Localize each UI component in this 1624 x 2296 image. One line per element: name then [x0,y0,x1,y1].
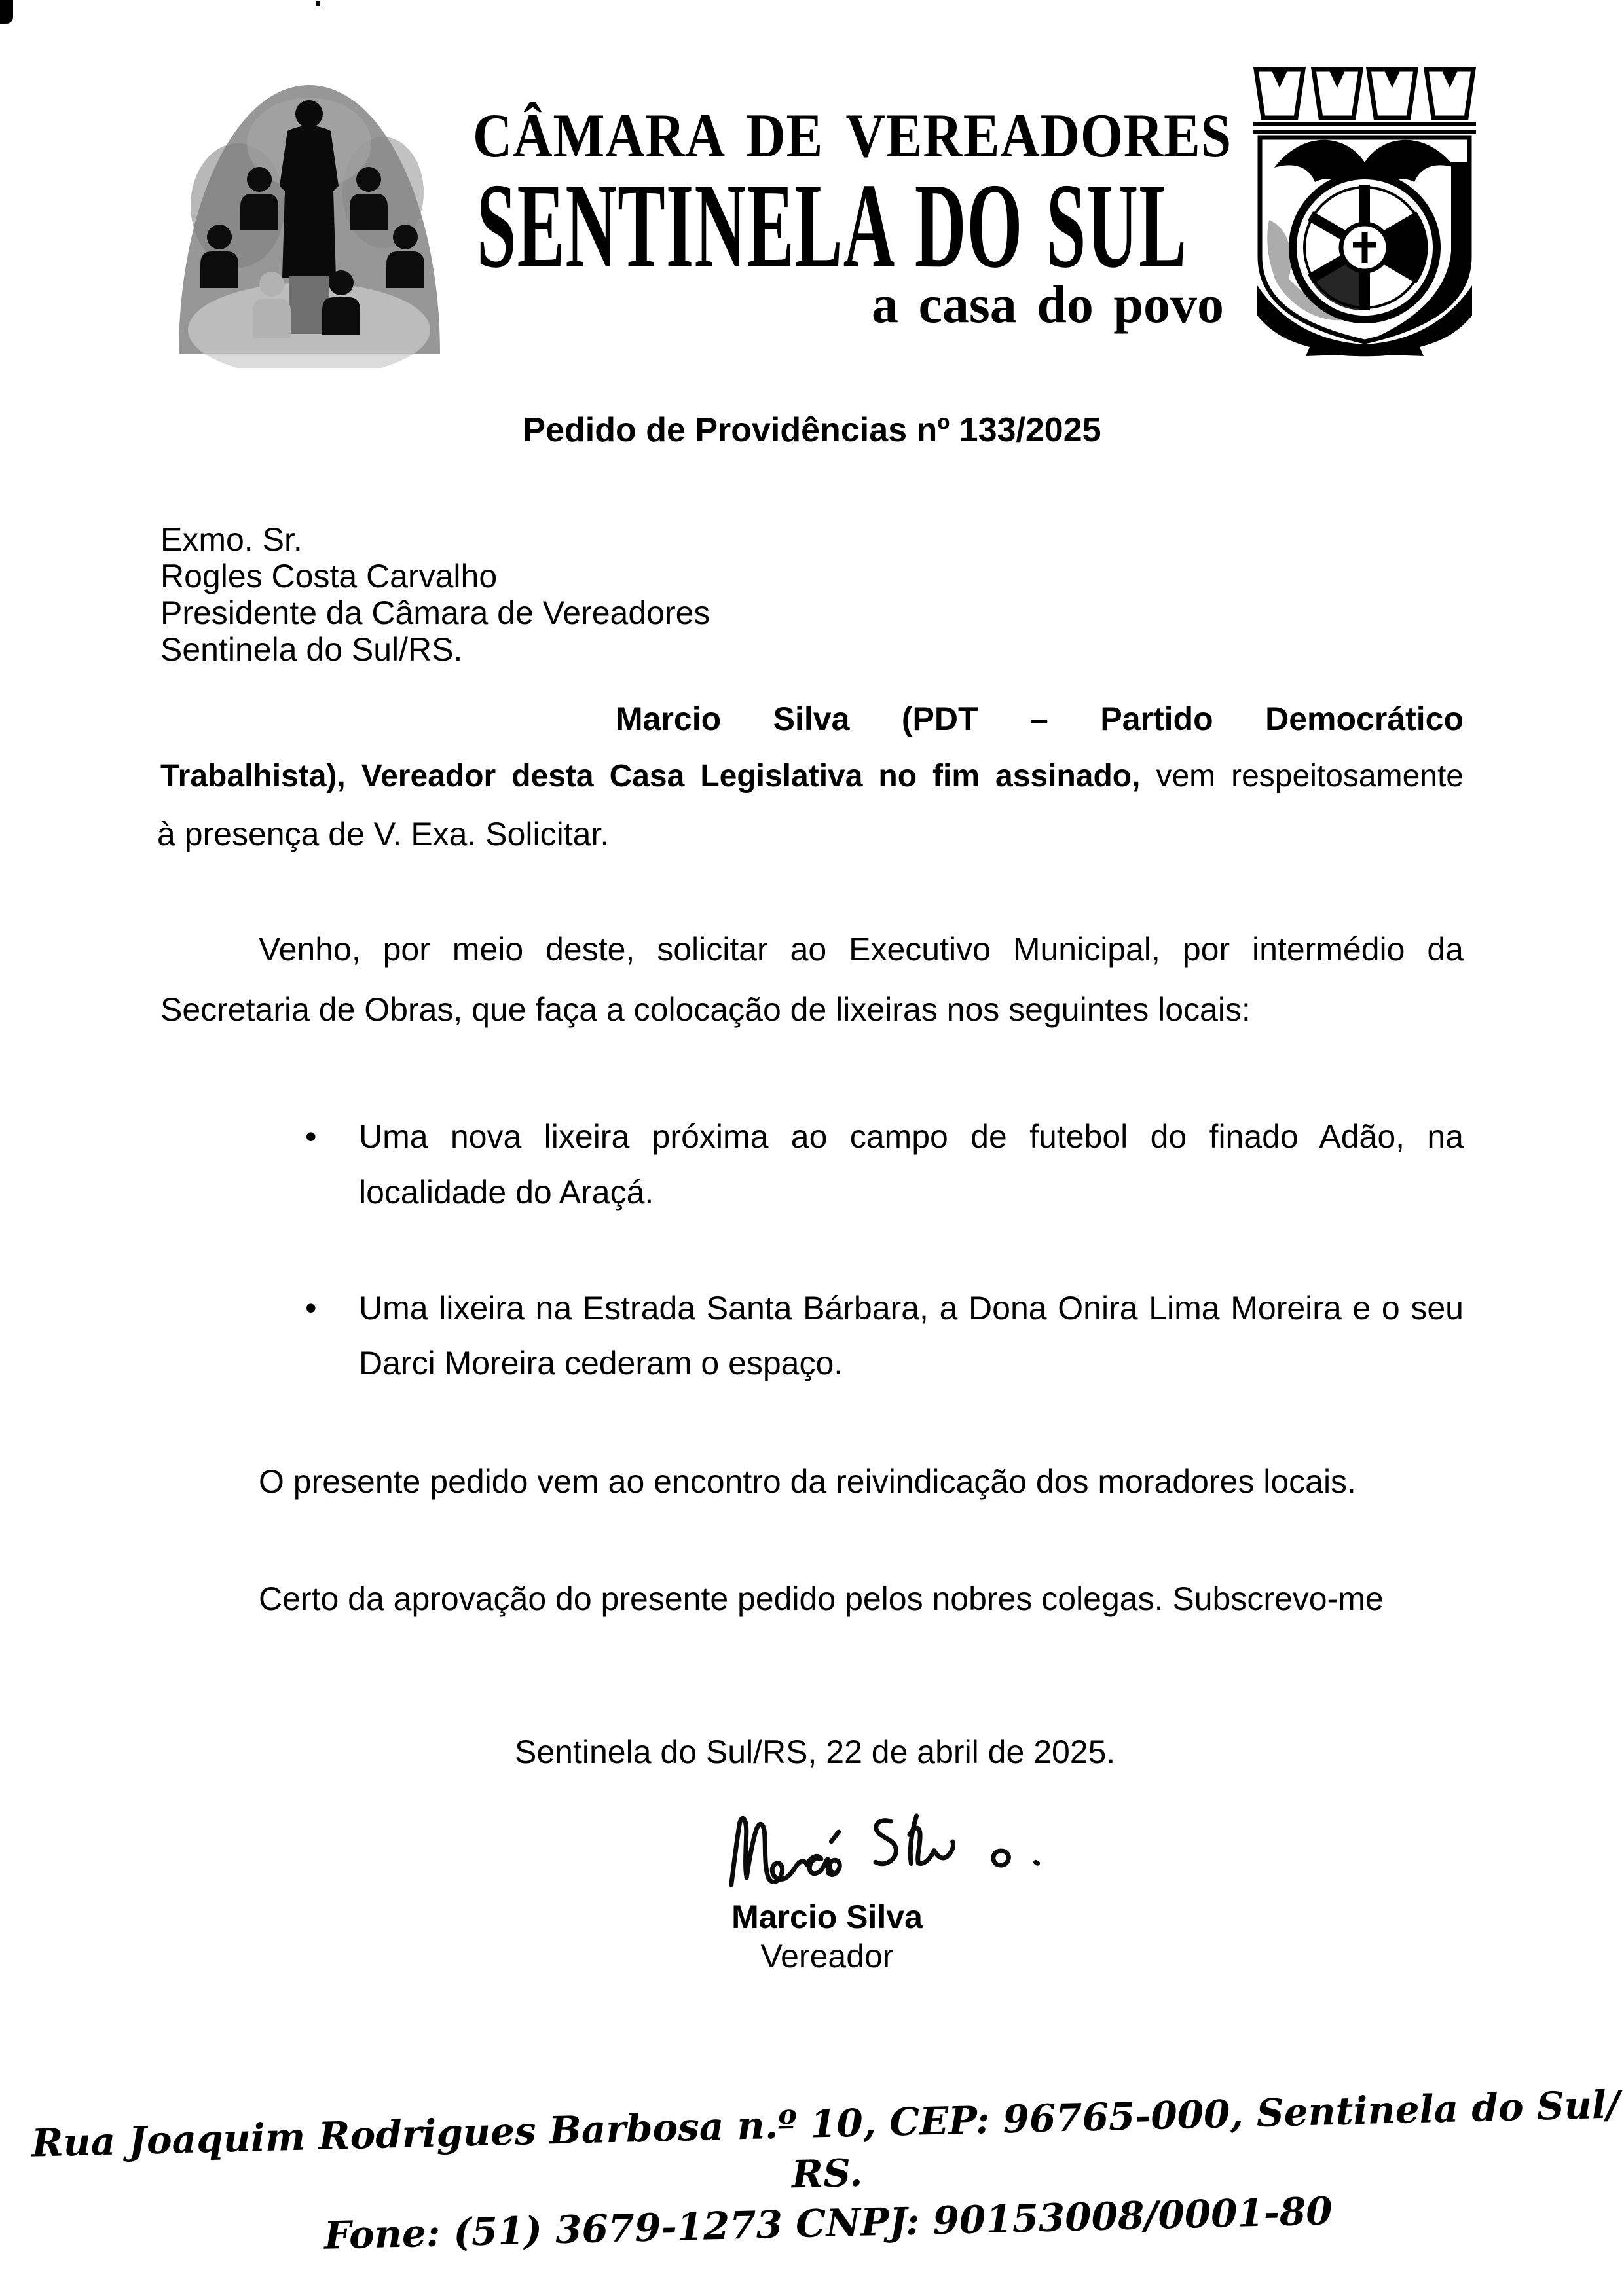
addressee-name: Rogles Costa Carvalho [160,558,498,594]
footer-phone-cnpj: Fone: (51) 3679-1273 CNPJ: 90153008/0001-80 [323,2189,1333,2258]
letterhead-org-name: CÂMARA DE VEREADORES [473,101,1232,170]
paragraph1-line2 [160,756,1464,798]
addressee-salutation: Exmo. Sr. [160,521,303,558]
paragraph4: Certo da aprovação do presente pedido pelos nobres colegas. Subscrevo-me [259,1580,1384,1617]
paragraph1-line2-regular: vem respeitosamente [1156,759,1464,793]
bullet1-line1: Uma nova lixeira próxima ao campo de futebol do finado Adão, na [359,1118,1464,1155]
letterhead-footer [14,2079,1624,2269]
paragraph1-line3: à presença de V. Exa. Solicitar. [157,816,610,852]
addressee-role: Presidente da Câmara de Vereadores [160,594,710,631]
council-people-logo [172,68,447,368]
bullet1-line2: localidade do Araçá. [359,1174,654,1211]
paragraph2-line2: Secretaria de Obras, que faça a colocação de lixeiras nos seguintes locais: [160,991,1251,1028]
footer-address: Rua Joaquim Rodrigues Barbosa n.º 10, CEP: 96765-000, Sentinela do Sul/ RS. [31,2082,1621,2197]
letterhead-city-name: SENTINELA DO SUL [477,158,1187,293]
municipal-coat-of-arms [1248,63,1481,357]
dateline: Sentinela do Sul/RS, 22 de abril de 2025. [515,1734,1116,1770]
letterhead-tagline: a casa do povo [872,274,1225,334]
signature-handwriting [711,1782,1070,1912]
scan-artifact-dot [316,1,320,6]
letter-title: Pedido de Providências nº 133/2025 [523,411,1101,449]
paragraph1-line1: Marcio Silva (PDT – Partido Democrático [616,701,1464,737]
bullet-marker: • [305,1118,317,1155]
bullet2-line1: Uma lixeira na Estrada Santa Bárbara, a Dona Onira Lima Moreira e o seu [359,1290,1464,1326]
scan-artifact-corner [0,0,13,24]
paragraph3: O presente pedido vem ao encontro da reivindicação dos moradores locais. [259,1463,1356,1500]
bullet2-line2: Darci Moreira cederam o espaço. [359,1345,843,1381]
addressee-city: Sentinela do Sul/RS. [160,631,463,668]
signatory-role: Vereador [760,1938,894,1975]
signatory-name: Marcio Silva [731,1899,923,1935]
paragraph1-line2-bold: Trabalhista), Vereador desta Casa Legislativa no fim assinado, [160,759,1141,793]
paragraph2-line1: Venho, por meio deste, solicitar ao Executivo Municipal, por intermédio da [259,931,1464,968]
bullet-marker: • [305,1290,317,1326]
